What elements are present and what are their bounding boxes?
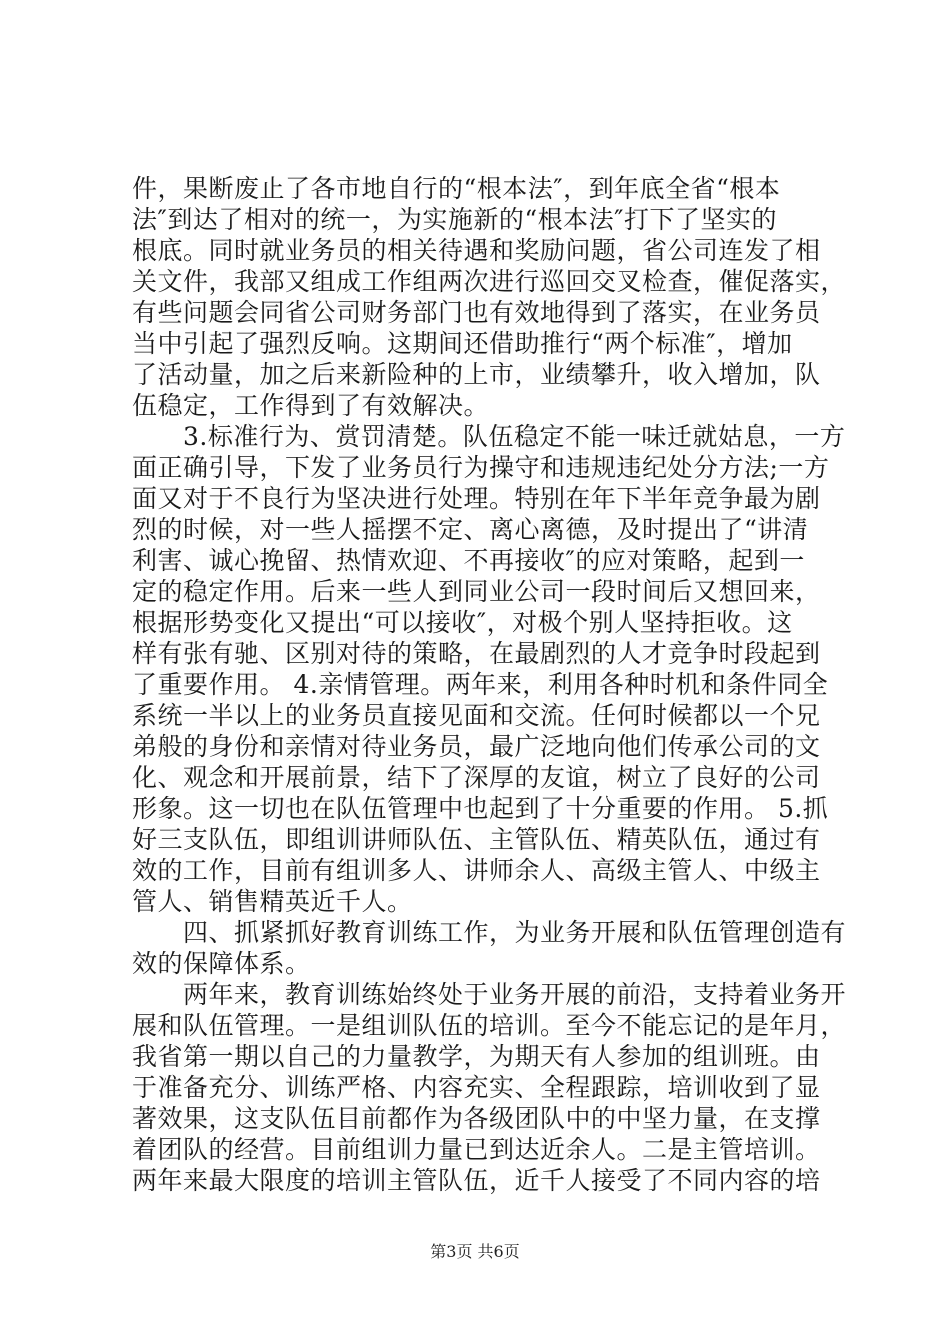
- text-line: 根底。同时就业务员的相关待遇和奖励问题，省公司连发了相: [132, 236, 821, 265]
- text-line: 面正确引导，下发了业务员行为操守和违规违纪处分方法;一方: [132, 453, 830, 482]
- text-line: 3.标准行为、赏罚清楚。队伍稳定不能一味迁就姑息，一方: [132, 422, 846, 451]
- text-line: 于准备充分、训练严格、内容充实、全程跟踪，培训收到了显: [132, 1073, 821, 1102]
- text-line: 展和队伍管理。一是组训队伍的培训。至今不能忘记的是年月，: [132, 1011, 847, 1040]
- text-line: 烈的时候，对一些人摇摆不定、离心离德，及时提出了“讲清: [132, 515, 809, 544]
- text-line: 管人、销售精英近千人。: [132, 887, 413, 916]
- section-heading: 效的保障体系。: [132, 949, 311, 978]
- text-line: 效的工作，目前有组训多人、讲师余人、高级主管人、中级主: [132, 856, 821, 885]
- text-line: 两年来，教育训练始终处于业务开展的前沿，支持着业务开: [132, 980, 847, 1009]
- text-line: 系统一半以上的业务员直接见面和交流。任何时候都以一个兄: [132, 701, 821, 730]
- text-line: 样有张有驰、区别对待的策略，在最剧烈的人才竞争时段起到: [132, 639, 821, 668]
- text-line: 著效果，这支队伍目前都作为各级团队中的中坚力量，在支撑: [132, 1104, 821, 1133]
- text-line: 着团队的经营。目前组训力量已到达近余人。二是主管培训。: [132, 1135, 821, 1164]
- text-line: 了重要作用。 4.亲情管理。两年来，利用各种时机和条件同全: [132, 670, 829, 699]
- text-line: 关文件，我部又组成工作组两次进行巡回交叉检查，催促落实，: [132, 267, 847, 296]
- text-line: 化、观念和开展前景，结下了深厚的友谊，树立了良好的公司: [132, 763, 821, 792]
- text-line: 根据形势变化又提出“可以接收″，对极个别人坚持拒收。这: [132, 608, 793, 637]
- text-line: 法″到达了相对的统一，为实施新的“根本法″打下了坚实的: [132, 205, 777, 234]
- text-line: 我省第一期以自己的力量教学，为期天有人参加的组训班。由: [132, 1042, 821, 1071]
- text-line: 好三支队伍，即组训讲师队伍、主管队伍、精英队伍，通过有: [132, 825, 821, 854]
- text-line: 定的稳定作用。后来一些人到同业公司一段时间后又想回来，: [132, 577, 821, 606]
- text-line: 形象。这一切也在队伍管理中也起到了十分重要的作用。 5.抓: [132, 794, 829, 823]
- text-line: 两年来最大限度的培训主管队伍，近千人接受了不同内容的培: [132, 1166, 821, 1195]
- text-line: 伍稳定，工作得到了有效解决。: [132, 391, 490, 420]
- text-line: 当中引起了强烈反响。这期间还借助推行“两个标准″，增加: [132, 329, 793, 358]
- text-line: 弟般的身份和亲情对待业务员，最广泛地向他们传承公司的文: [132, 732, 821, 761]
- text-line: 有些问题会同省公司财务部门也有效地得到了落实，在业务员: [132, 298, 821, 327]
- text-line: 了活动量，加之后来新险种的上市，业绩攀升，收入增加，队: [132, 360, 821, 389]
- text-line: 件，果断废止了各市地自行的“根本法″，到年底全省“根本: [132, 174, 781, 203]
- page-number-footer: 第3页 共6页: [430, 1242, 520, 1261]
- text-line: 面又对于不良行为坚决进行处理。特别在年下半年竞争最为剧: [132, 484, 821, 513]
- section-heading: 四、抓紧抓好教育训练工作，为业务开展和队伍管理创造有: [132, 918, 847, 947]
- text-line: 利害、诚心挽留、热情欢迎、不再接收″的应对策略，起到一: [132, 546, 805, 575]
